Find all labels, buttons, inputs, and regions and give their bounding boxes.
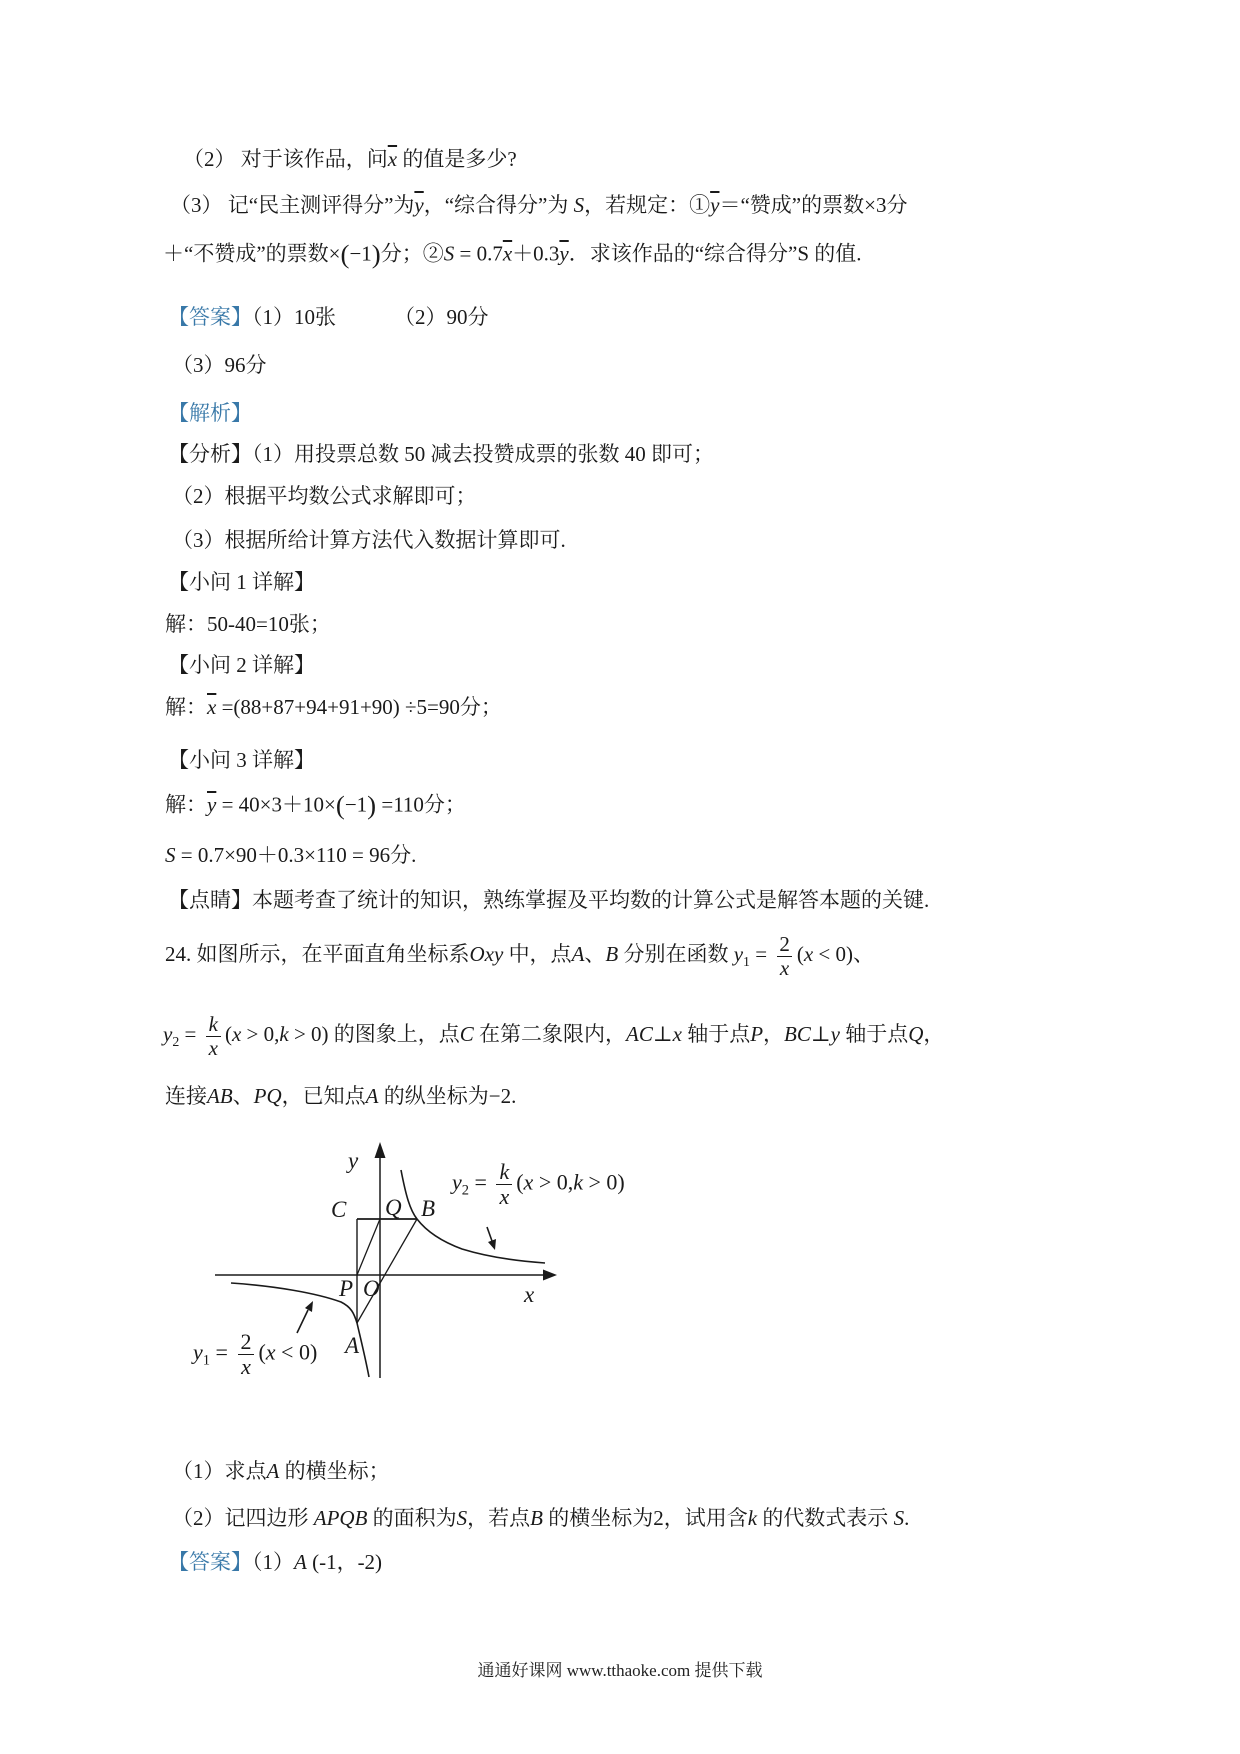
text-segment: 【分析】（1）用投票总数 50 减去投赞成票的张数 40 即可； [168,442,714,466]
text-segment: B [605,941,619,966]
text-segment: 连接 [165,1084,207,1108]
point-B-label: B [421,1196,436,1221]
text-segment: > 0) [288,1021,329,1046]
text-segment: 的横坐标为2，试用含 [542,1506,748,1530]
text-segment: 【答案】 [168,305,252,329]
text-segment: Q [908,1021,924,1046]
text-segment: = 0.7 [454,241,503,266]
text-segment: 轴于点 [681,1021,751,1046]
text-segment: 2 [461,1182,470,1199]
text-segment: $\overline{x}$ [502,241,513,266]
text-segment: ＝“赞成”的票数×3分 [719,193,908,217]
segment-PQ [357,1219,380,1275]
fraction-denominator: x [238,1354,254,1379]
text-segment: $\overline{x}$ [207,695,217,719]
text-segment: ＋“不赞成”的票数× [163,241,341,266]
q24-answer-line1 [168,1549,382,1575]
x-axis-arrowhead [543,1270,557,1281]
q23-analysis-line3 [172,527,566,553]
fraction-denominator: x [206,1036,221,1060]
text-segment: ⊥ [652,1021,673,1046]
x-axis-label: x [524,1282,535,1307]
text-segment: （3） 记“民主测评得分”为 [170,193,415,217]
text-segment: 、 [584,941,606,966]
text-segment: ，若规定：① [584,193,711,217]
text-segment: 在第二象限内， [473,1021,627,1046]
text-segment: 1 [202,1352,211,1369]
q23-subq2-solution [165,694,502,720]
fraction-numerator: k [208,1012,218,1036]
text-segment: ( [224,1021,232,1046]
text-segment: P [750,1021,764,1046]
text-segment: y [193,1339,203,1365]
text-segment: 【小问 1 详解】 [168,570,315,594]
text-segment: ( [335,790,345,820]
text-segment: 轴于点 [839,1021,909,1046]
text-segment: 分；② [380,241,444,266]
text-segment: ， [763,1021,785,1046]
text-segment: A [365,1084,379,1108]
text-segment: A [571,941,585,966]
text-segment: ．求该作品的“综合得分”S 的值. [568,241,862,266]
text-segment: 中，点 [503,941,572,966]
text-segment: > 0, [533,1169,574,1195]
text-segment: 解： [165,792,207,817]
text-segment: 的图象上，点 [328,1021,460,1046]
text-segment: ( [340,239,350,269]
text-segment: APQB [313,1506,368,1530]
text-segment: x [231,1021,242,1046]
text-segment: = [179,1021,202,1046]
text-segment: ， [923,1021,945,1046]
text-segment: （2） 对于该作品，问 [183,147,388,171]
text-segment: 【解析】 [168,401,252,425]
text-segment: 解：50-40=10张； [165,612,331,636]
text-segment: y [830,1021,840,1046]
q23-answer-line2 [172,352,267,378]
text-segment: = [749,941,773,966]
text-segment: x [523,1169,534,1195]
text-segment: S [573,193,585,217]
text-segment: =110分； [376,792,466,817]
text-segment: −1 [344,792,368,817]
text-segment: x [265,1339,276,1365]
text-segment: S [443,241,455,266]
point-O-label: O [363,1276,380,1301]
fraction-numerator: k [499,1159,510,1184]
text-segment: $\overline{x}$ [387,147,398,171]
text-segment: ，“综合得分”为 [423,193,574,217]
text-segment: （3）96分 [172,353,267,377]
point-A-label: A [345,1333,360,1358]
text-segment: 的值是多少? [397,147,517,171]
text-segment: 1 [743,954,750,970]
q23-jiexi-label [168,400,252,426]
q24-part2-question [172,1505,909,1531]
q23-part3-line1 [170,192,907,218]
q23-subq3-solution-line2 [165,842,416,868]
text-segment: ，若点 [467,1506,531,1530]
text-segment: y [163,1021,173,1046]
text-segment: = [469,1169,493,1195]
q23-subq1-label [168,569,315,595]
q23-part2-question [183,146,517,172]
text-segment: （3）根据所给计算方法代入数据计算即可. [172,528,566,552]
text-segment: 、 [232,1084,254,1108]
text-segment: ，已知点 [281,1084,366,1108]
point-P-label: P [339,1276,354,1301]
text-segment: 的纵坐标为−2. [378,1084,517,1108]
text-segment: AC [626,1021,653,1046]
y2-pointer-arrowhead [488,1239,496,1250]
text-segment: y [452,1169,462,1195]
q23-analysis-line1 [168,441,714,467]
text-segment: . [904,1506,910,1530]
text-segment: Oxy [469,941,504,966]
text-segment: （2）根据平均数公式求解即可； [172,484,477,508]
text-segment: S [165,843,176,867]
text-segment: = 40×3＋10× [216,792,336,817]
q23-subq2-label [168,652,315,678]
q23-analysis-line2 [172,483,477,509]
text-segment: $\overline{y}$ [559,241,569,266]
text-segment: （2）90分 [394,305,489,329]
site-footer [0,1656,1240,1681]
text-segment: 解： [165,695,207,719]
text-segment: k [573,1169,583,1195]
text-segment: > 0, [241,1021,280,1046]
fraction-numerator: 2 [240,1329,252,1354]
text-segment: PQ [253,1084,282,1108]
q24-part1-question [172,1458,390,1484]
text-segment: $\overline{y}$ [710,193,720,217]
text-segment: ( [516,1169,524,1195]
text-segment: 的横坐标； [279,1459,390,1483]
text-segment: 【点睛】本题考查了统计的知识，熟练掌握及平均数的计算公式是解答本题的关键. [168,888,930,912]
y-axis-label: y [348,1148,359,1173]
fraction [237,1330,254,1379]
text-segment: $\overline{y}$ [207,792,217,817]
text-segment: < 0) [275,1339,318,1365]
y1-pointer-arrowhead [305,1301,313,1312]
y2-pointer-arrow-shaft [487,1227,492,1241]
fraction-denominator: x [496,1184,512,1209]
q23-subq3-solution-line1 [165,789,466,823]
q24-statement-line3 [165,1083,516,1109]
text-segment: 的代数式表示 [757,1506,894,1530]
text-segment: ( [258,1339,266,1365]
text-segment: 【答案】 [168,1550,252,1574]
text-segment: ＋0.3 [512,241,560,266]
fraction [206,1013,221,1059]
q23-part3-line2 [163,238,862,272]
fraction [776,933,793,979]
text-segment: 【小问 2 详解】 [168,653,315,677]
text-segment: A [266,1459,280,1483]
text-segment: 的面积为 [367,1506,457,1530]
text-segment: BC [784,1021,811,1046]
text-segment: B [530,1506,543,1530]
q23-answer-line1 [168,304,489,330]
text-segment: 分别在函数 [618,941,734,966]
segment-AB [357,1219,417,1323]
figure-y1-formula-label [193,1330,317,1379]
point-C-label: C [331,1197,347,1222]
text-segment: k [279,1021,289,1046]
figure-y2-formula-label [452,1160,625,1209]
text-segment: ) [367,790,377,820]
text-segment: 【小问 3 详解】 [168,748,315,772]
q23-subq3-label [168,747,315,773]
text-segment: y [733,941,744,966]
text-segment: −1 [349,241,372,266]
fraction-numerator: 2 [779,932,790,956]
text-segment: > 0) [583,1169,625,1195]
text-segment: < 0)、 [813,941,874,966]
text-segment: ) [371,239,381,269]
text-segment: ( [796,941,804,966]
text-segment: 24. 如图所示，在平面直角坐标系 [165,941,470,966]
q24-statement-line2 [163,1013,944,1059]
text-segment: = 0.7×90＋0.3×110 = 96分. [175,843,417,867]
text-segment: S [893,1506,905,1530]
text-segment: (-1，-2) [306,1550,383,1574]
text-segment: （1）10张 [252,305,336,329]
text-segment: S [456,1506,468,1530]
text-segment: （1） [252,1550,294,1574]
text-segment: =(88+87+94+91+90) ÷5=90分； [216,695,502,719]
text-segment: AB [207,1084,233,1108]
text-segment: （2）记四边形 [172,1506,314,1530]
q23-dianjing-note [168,887,929,913]
text-segment: 通通好课网 www.tthaoke.com 提供下载 [477,1661,763,1680]
fraction [496,1160,512,1209]
y-axis-arrowhead [375,1142,386,1158]
text-segment: A [294,1550,307,1574]
point-Q-label: Q [385,1195,402,1220]
q23-subq1-solution [165,611,331,637]
text-segment: $\overline{y}$ [414,193,424,217]
text-segment: （1）求点 [172,1459,267,1483]
text-segment: 2 [172,1034,180,1050]
text-segment: k [747,1506,758,1530]
text-segment: = [210,1339,234,1365]
q24-statement-line1 [165,933,874,979]
text-segment: ⊥ [810,1021,831,1046]
text-segment: C [459,1021,474,1046]
text-segment: x [803,941,814,966]
fraction-denominator: x [777,956,792,980]
text-segment: x [672,1021,682,1046]
